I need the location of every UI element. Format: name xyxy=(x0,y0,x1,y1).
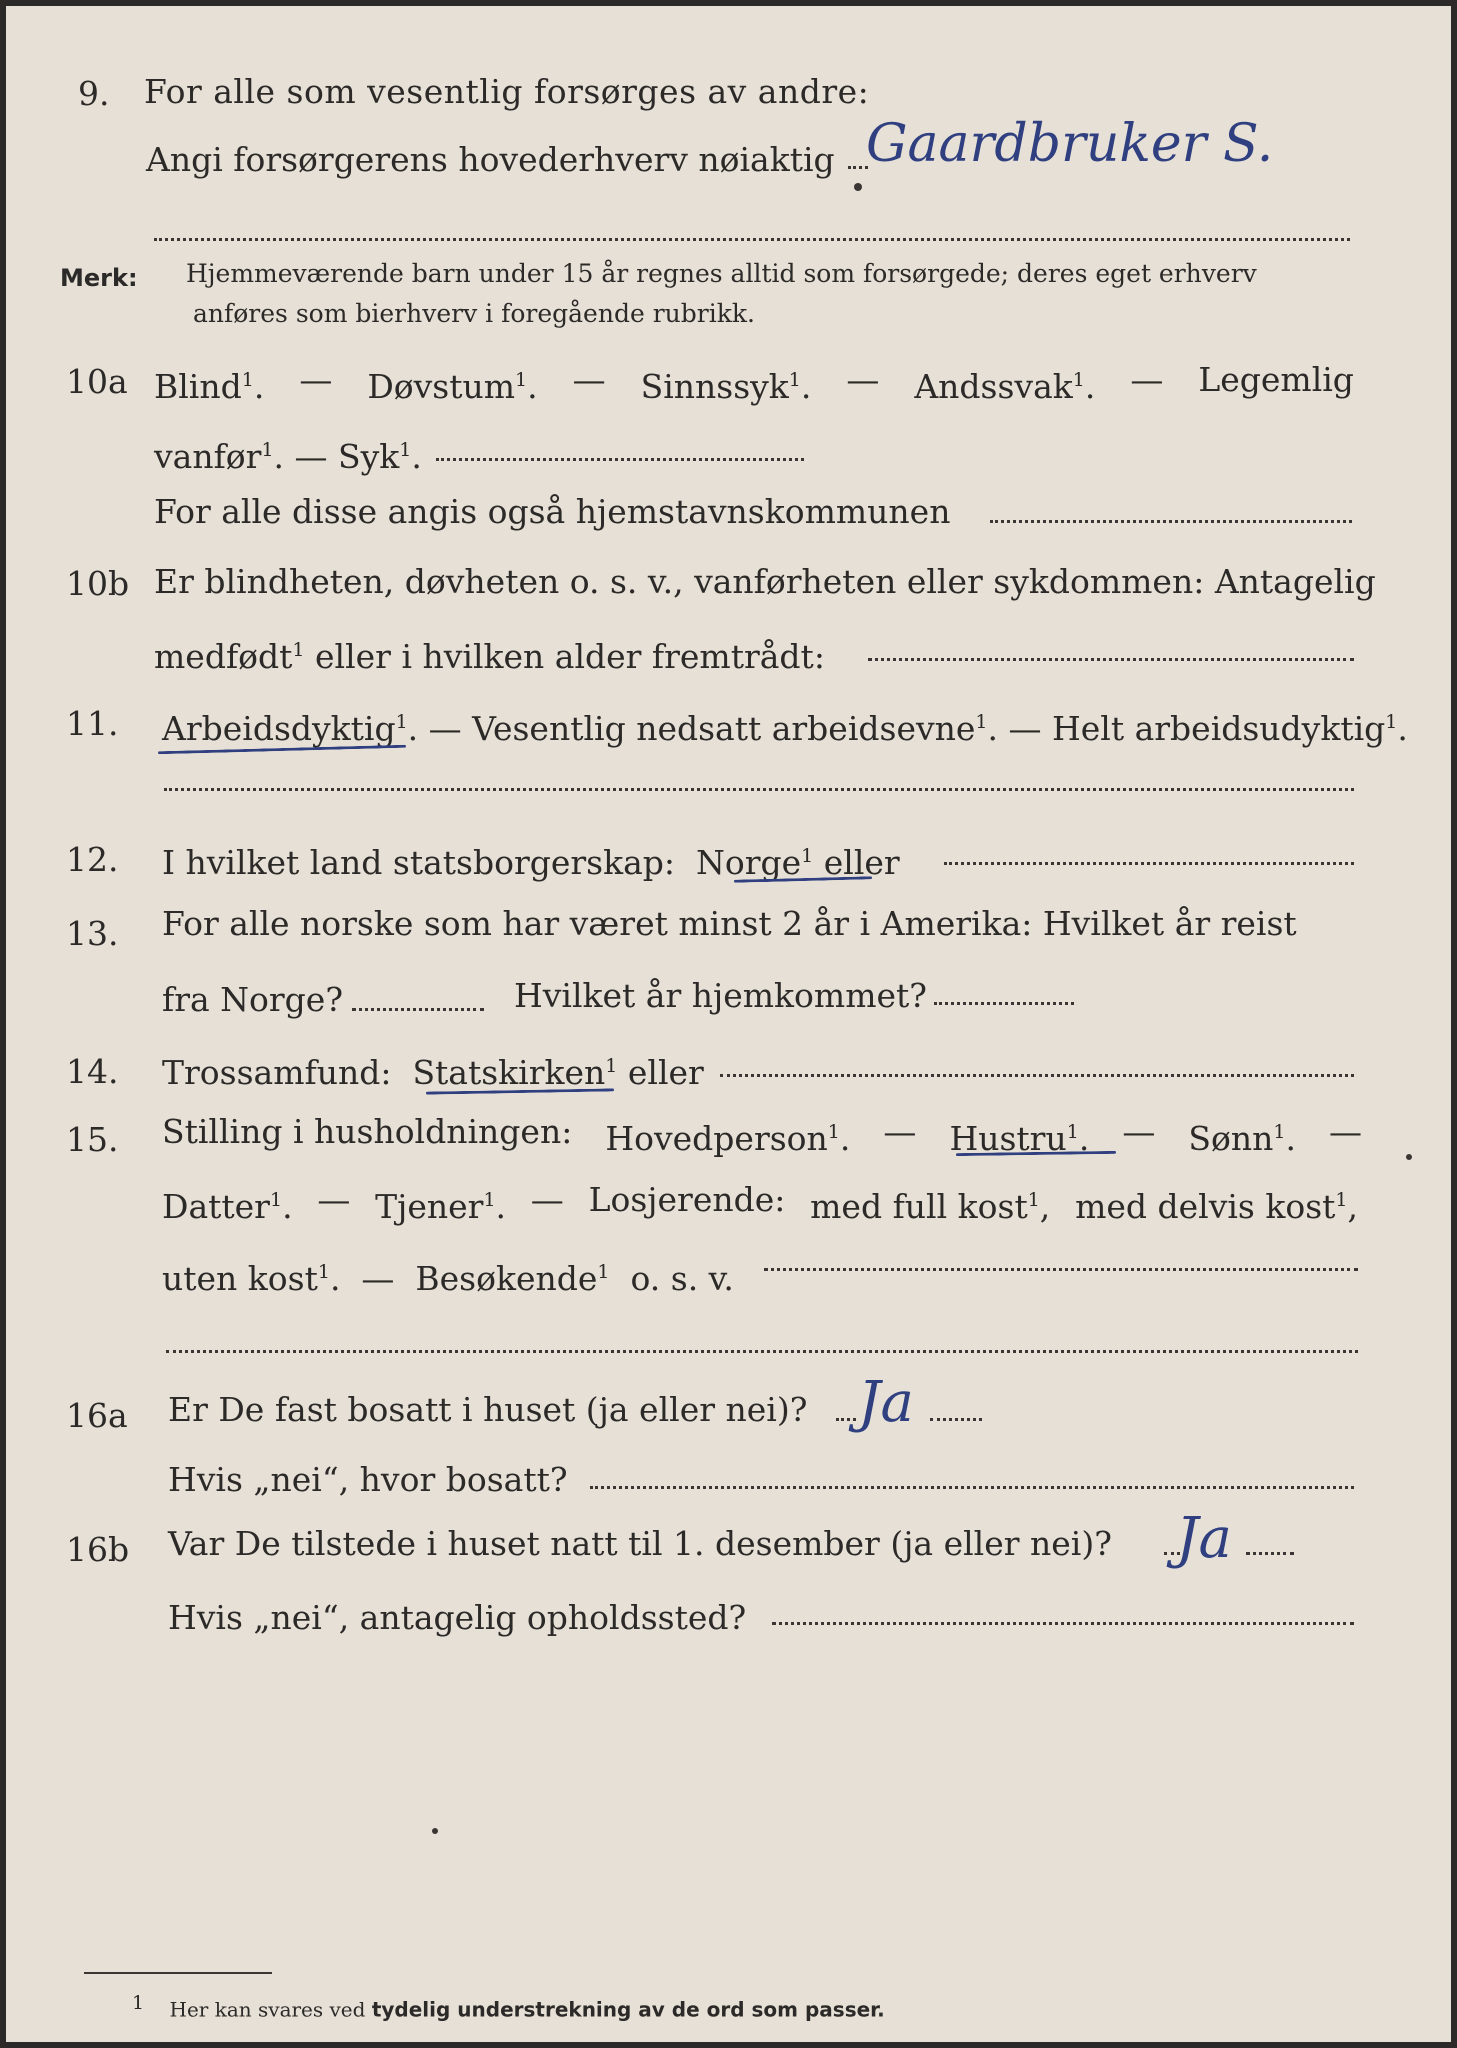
q10b-line2: medfødt$^1$ eller i hvilken alder fremtrådt: xyxy=(154,637,825,676)
q14-line: Trossamfund: Statskirken$^1$ eller xyxy=(162,1053,704,1092)
q10a-blind: Blind$^1$. xyxy=(154,367,265,406)
q16a-bosatt-dots xyxy=(590,1486,1354,1489)
q16b-number: 16b xyxy=(66,1530,130,1569)
q13-fra-norge: fra Norge? xyxy=(162,980,344,1019)
q12-dots xyxy=(944,862,1354,865)
q9-continuation-line xyxy=(154,238,1350,241)
q16b-line1: Var De tilstede i huset natt til 1. desember (ja eller nei)? xyxy=(168,1524,1112,1563)
merk-line1: Hjemmeværende barn under 15 år regnes alltid som forsørgede; deres eget erhverv xyxy=(186,259,1257,288)
q10a-dovstum: Døvstum$^1$. xyxy=(367,367,538,406)
q10a-syk-dots xyxy=(436,458,804,461)
separator: — xyxy=(846,360,880,399)
q16a-dots-before xyxy=(836,1418,856,1421)
q11-arbeidsdyktig: Arbeidsdyktig$^1$. xyxy=(162,709,419,748)
q9-answer-dots xyxy=(848,166,868,169)
q10a-hjemstavn-dots xyxy=(990,520,1352,523)
q15-dots xyxy=(764,1268,1358,1271)
q9-line1: For alle som vesentlig forsørges av andre: xyxy=(144,72,870,111)
footnote-rule xyxy=(84,1972,272,1974)
q15-hustru: Hustru$^1$. xyxy=(949,1119,1090,1158)
q14-statskirken: Statskirken xyxy=(412,1053,606,1092)
q14-number: 14. xyxy=(66,1052,119,1091)
q10a-line2: vanfør$^1$. — Syk$^1$. xyxy=(154,437,422,476)
q16b-line2: Hvis „nei“, antagelig opholdssted? xyxy=(168,1598,747,1637)
q13-number: 13. xyxy=(66,914,119,953)
q16b-dots-after xyxy=(1246,1552,1294,1555)
q14-dots xyxy=(720,1074,1354,1077)
q10b-number: 10b xyxy=(66,564,130,603)
q10a-number: 10a xyxy=(66,362,128,401)
q13-hjemkommet: Hvilket år hjemkommet? xyxy=(514,976,927,1015)
ink-speck xyxy=(1406,1154,1412,1160)
q10a-legemlig: Legemlig xyxy=(1198,360,1354,399)
q9-line2: Angi forsørgerens hovederhverv nøiaktig xyxy=(146,140,835,179)
q15-line3: uten kost$^1$. — Besøkende$^1$ o. s. v. xyxy=(162,1259,734,1298)
q16a-handwritten-answer: Ja xyxy=(858,1370,914,1435)
q16a-line1: Er De fast bosatt i huset (ja eller nei)? xyxy=(168,1390,808,1429)
q11-number: 11. xyxy=(66,704,119,743)
footnote: $^1$ Her kan svares ved tydelig understrekning av de ord som passer. xyxy=(132,1992,885,2022)
q11-continuation-line xyxy=(164,788,1354,791)
q15-continuation-line xyxy=(166,1350,1358,1353)
ink-speck xyxy=(432,1828,438,1834)
q12-line: I hvilket land statsborgerskap: Norge$^1$ eller xyxy=(162,843,900,882)
q10b-line1: Er blindheten, døvheten o. s. v., vanførheten eller sykdommen: Antagelig xyxy=(154,562,1376,601)
q16b-handwritten-answer: Ja xyxy=(1176,1506,1232,1571)
q16b-opholdssted-dots xyxy=(772,1622,1354,1625)
q15-line2: Datter$^1$. — Tjener$^1$. — Losjerende: med full kost$^1$, med delvis kost$^1$, xyxy=(162,1180,1358,1226)
q16a-dots-after xyxy=(930,1418,982,1421)
q16a-line2: Hvis „nei“, hvor bosatt? xyxy=(168,1460,568,1499)
q10a-andssvak: Andssvak$^1$. xyxy=(914,367,1096,406)
separator: — xyxy=(299,360,333,399)
q11-line: Arbeidsdyktig$^1$. — Vesentlig nedsatt arbeidsevne$^1$. — Helt arbeidsudyktig$^1$. xyxy=(162,709,1408,748)
q15-line1: Stilling i husholdningen: Hovedperson$^1$. — Hustru$^1$. — Sønn$^1$. — xyxy=(162,1112,1362,1158)
q12-number: 12. xyxy=(66,840,119,879)
q15-number: 15. xyxy=(66,1120,119,1159)
q10a-line3: For alle disse angis også hjemstavnskommunen xyxy=(154,492,951,531)
q9-number: 9. xyxy=(78,74,110,113)
q13-fra-dots xyxy=(352,1008,484,1011)
q9-handwritten-answer: Gaardbruker S. xyxy=(866,114,1274,174)
q10b-dots xyxy=(868,658,1354,661)
q13-line1: For alle norske som har været minst 2 år i Amerika: Hvilket år reist xyxy=(162,904,1297,943)
q10a-line1 xyxy=(154,360,1354,407)
q13-hjem-dots xyxy=(934,1002,1074,1005)
q10a-sinnssyk: Sinnssyk$^1$. xyxy=(640,367,812,406)
merk-label: Merk: xyxy=(60,264,138,292)
separator: — xyxy=(572,360,606,399)
ink-speck xyxy=(854,183,862,191)
q16a-number: 16a xyxy=(66,1396,128,1435)
separator: — xyxy=(1130,360,1164,399)
census-form-page xyxy=(6,6,1451,2042)
merk-line2: anføres som bierhverv i foregående rubrikk. xyxy=(193,299,755,328)
q12-norge: Norge xyxy=(696,843,802,882)
